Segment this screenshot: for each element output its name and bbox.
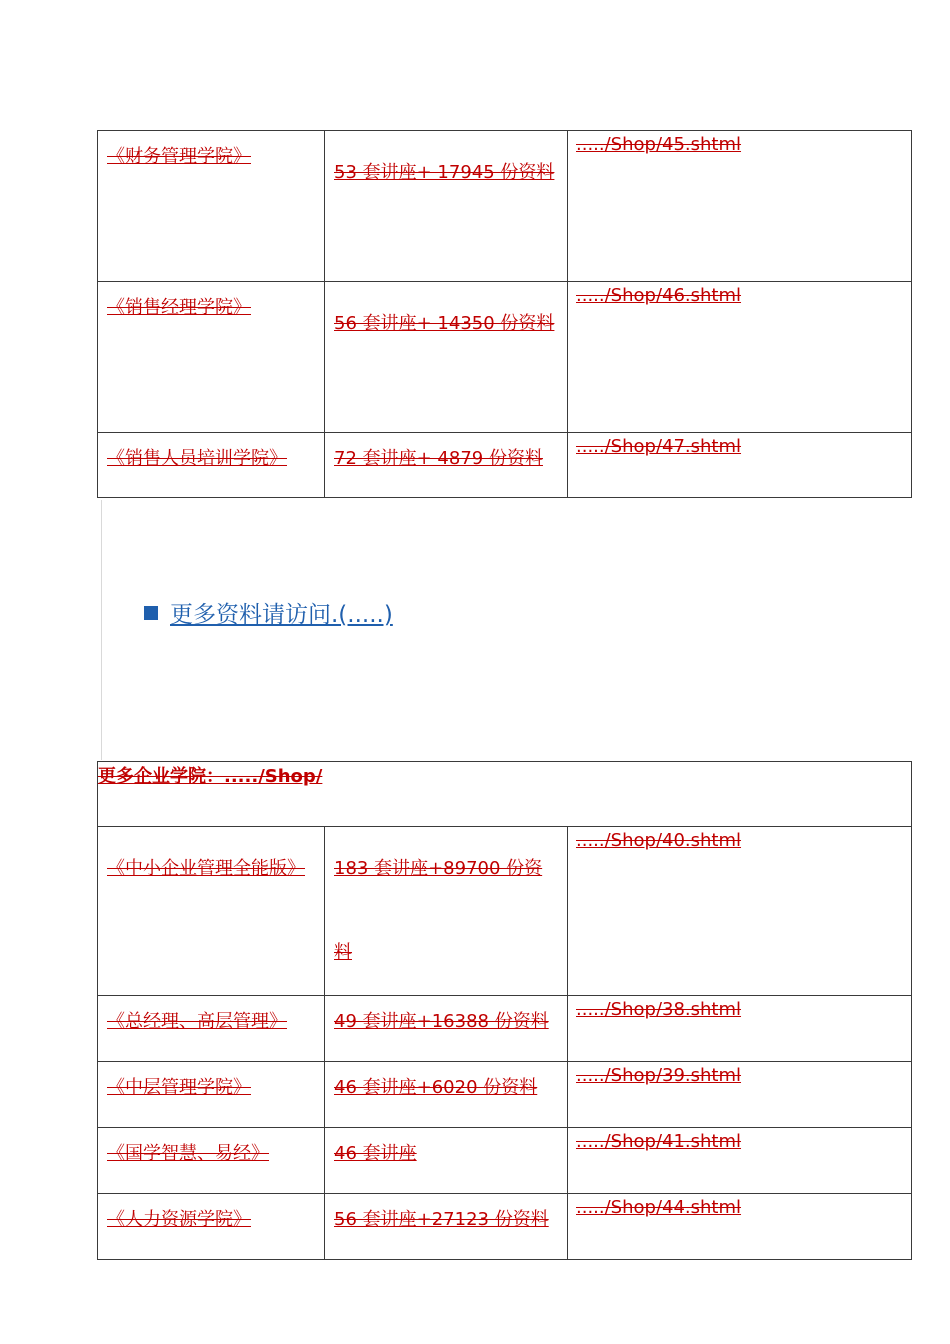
more-academies-link[interactable]: ...../Shop/ xyxy=(224,766,323,787)
course-desc-link[interactable]: 183 套讲座+89700 份资料 xyxy=(334,858,543,963)
course-url-link[interactable]: ...../Shop/40.shtml xyxy=(576,830,742,851)
course-table-bottom xyxy=(97,761,912,1260)
table-row xyxy=(98,1194,912,1260)
table-row xyxy=(98,996,912,1062)
course-name-link[interactable]: 《财务管理学院》 xyxy=(107,146,251,167)
course-url-link[interactable]: ...../Shop/38.shtml xyxy=(576,999,742,1020)
course-url-link[interactable]: ...../Shop/47.shtml xyxy=(576,436,742,457)
course-name-link[interactable]: 《国学智慧、易经》 xyxy=(107,1143,269,1164)
square-bullet-icon xyxy=(144,606,158,620)
course-url-link[interactable]: ...../Shop/45.shtml xyxy=(576,134,742,155)
course-name-link[interactable]: 《销售人员培训学院》 xyxy=(107,448,287,469)
course-desc-link[interactable]: 56 套讲座+ 14350 份资料 xyxy=(334,313,555,334)
course-table-top xyxy=(97,130,912,498)
course-desc-link[interactable]: 49 套讲座+16388 份资料 xyxy=(334,1011,549,1032)
course-url-link[interactable]: ...../Shop/46.shtml xyxy=(576,285,742,306)
table-row xyxy=(98,1128,912,1194)
table-row xyxy=(98,1062,912,1128)
course-name-link[interactable]: 《中小企业管理全能版》 xyxy=(107,858,305,879)
table-row xyxy=(98,131,912,282)
course-url-link[interactable]: ...../Shop/41.shtml xyxy=(576,1131,742,1152)
more-resources-text[interactable]: 更多资料请访问.(.....) xyxy=(170,602,393,628)
course-desc-link[interactable]: 72 套讲座+ 4879 份资料 xyxy=(334,448,543,469)
course-name-link[interactable]: 《销售经理学院》 xyxy=(107,297,251,318)
more-academies-label: 更多企业学院： xyxy=(98,766,224,787)
course-desc-link[interactable]: 53 套讲座+ 17945 份资料 xyxy=(334,162,555,183)
course-name-link[interactable]: 《人力资源学院》 xyxy=(107,1209,251,1230)
table-row xyxy=(98,827,912,996)
course-url-link[interactable]: ...../Shop/39.shtml xyxy=(576,1065,742,1086)
course-desc-link[interactable]: 56 套讲座+27123 份资料 xyxy=(334,1209,549,1230)
course-name-link[interactable]: 《总经理、高层管理》 xyxy=(107,1011,287,1032)
course-desc-link[interactable]: 46 套讲座+6020 份资料 xyxy=(334,1077,538,1098)
margin-guide-line xyxy=(101,500,102,760)
course-desc-link[interactable]: 46 套讲座 xyxy=(334,1143,417,1164)
course-name-link[interactable]: 《中层管理学院》 xyxy=(107,1077,251,1098)
table-row xyxy=(98,433,912,498)
table-row xyxy=(98,282,912,433)
course-url-link[interactable]: ...../Shop/44.shtml xyxy=(576,1197,742,1218)
more-resources-link[interactable] xyxy=(144,596,393,629)
